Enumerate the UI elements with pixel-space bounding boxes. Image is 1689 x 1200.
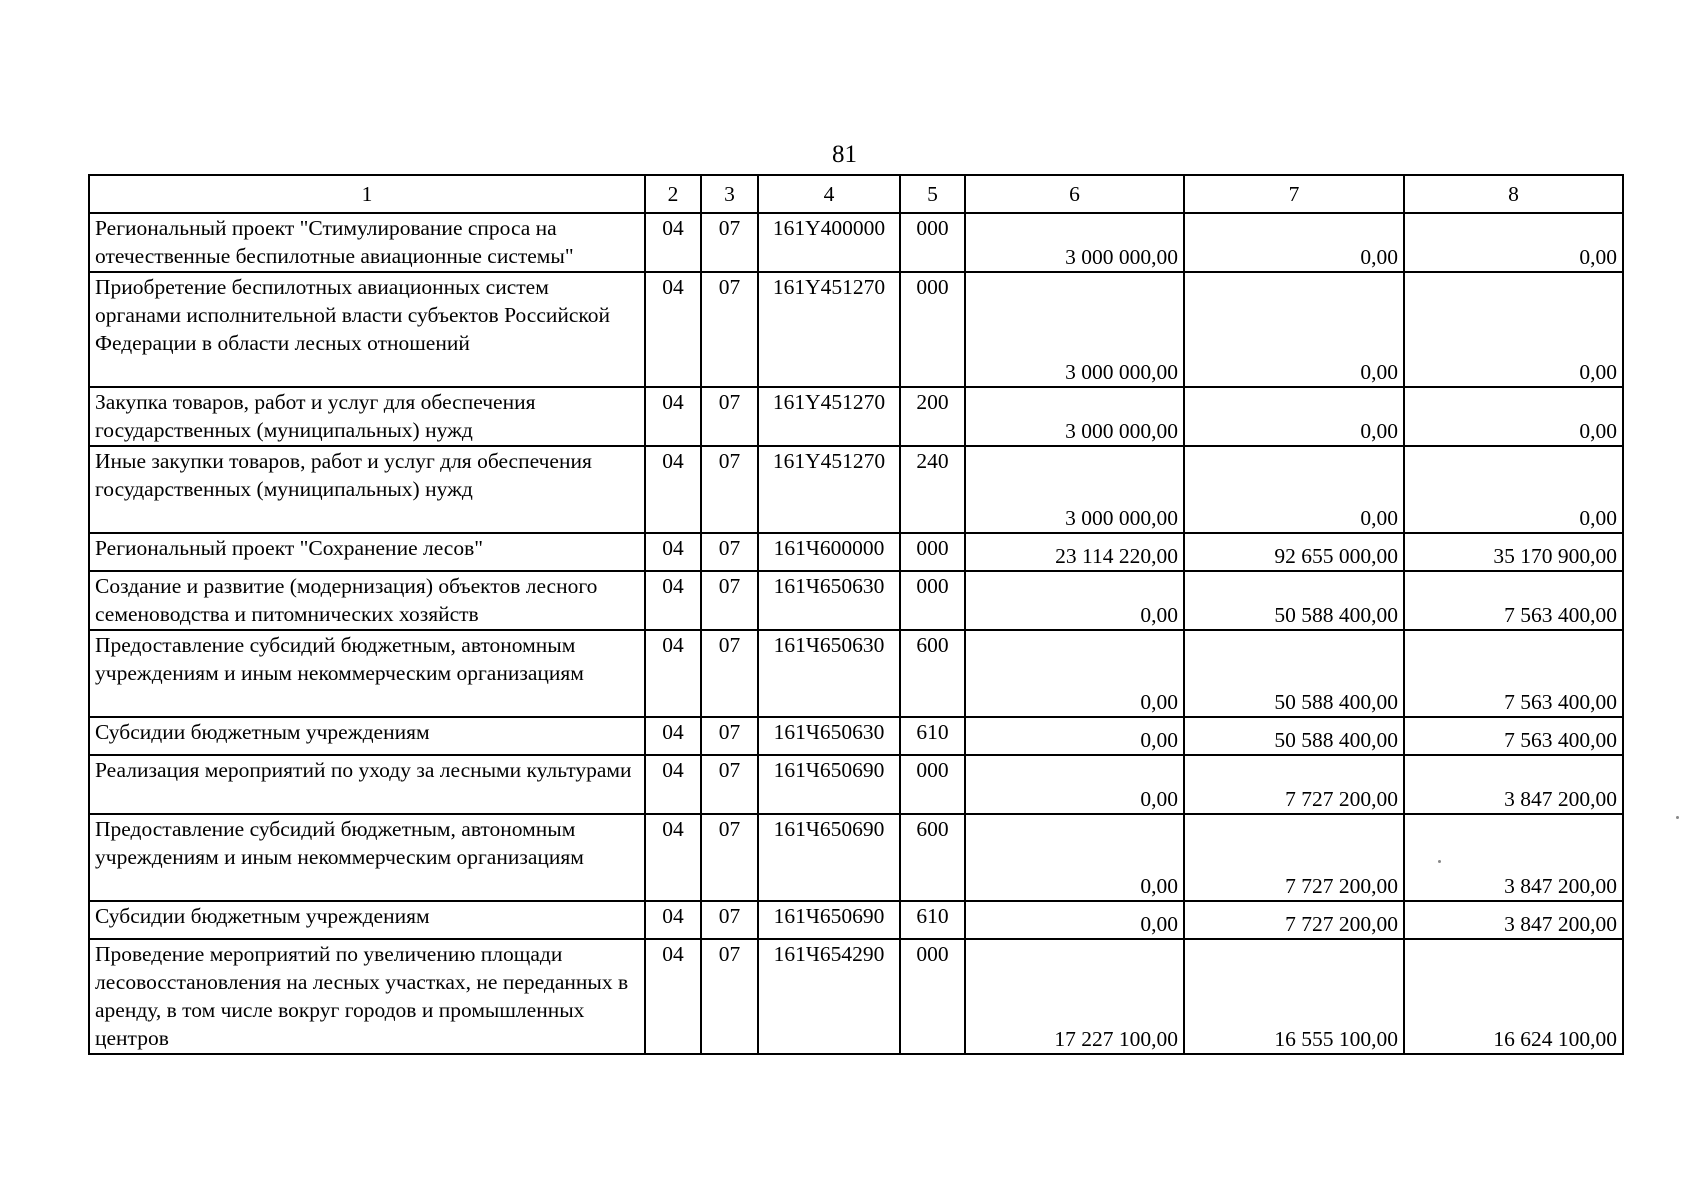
subsection-code: 07 [701,272,758,387]
row-name: Субсидии бюджетным учреждениям [89,717,645,755]
amount-col-7: 50 588 400,00 [1184,571,1404,630]
row-name: Реализация мероприятий по уходу за лесными культурами [89,755,645,814]
subsection-code: 07 [701,533,758,571]
expense-type-code: 000 [900,213,965,272]
amount-col-6: 17 227 100,00 [965,939,1184,1054]
section-code: 04 [645,755,701,814]
subsection-code: 07 [701,814,758,901]
expense-type-code: 000 [900,939,965,1054]
table-row [89,213,1623,272]
subsection-code: 07 [701,213,758,272]
amount-col-8: 7 563 400,00 [1404,717,1623,755]
expense-type-code: 200 [900,387,965,446]
subsection-code: 07 [701,939,758,1054]
table-row [89,571,1623,630]
amount-col-7: 16 555 100,00 [1184,939,1404,1054]
target-article-code: 161Ч600000 [758,533,900,571]
scan-speck [1438,860,1441,863]
amount-col-8: 35 170 900,00 [1404,533,1623,571]
amount-col-8: 0,00 [1404,446,1623,533]
target-article-code: 161Ч650630 [758,630,900,717]
amount-col-7: 50 588 400,00 [1184,717,1404,755]
row-name: Предоставление субсидий бюджетным, автономным учреждениям и иным некоммерческим организациям [89,814,645,901]
amount-col-7: 0,00 [1184,446,1404,533]
page-number: 81 [832,141,857,168]
target-article-code: 161Y451270 [758,387,900,446]
target-article-code: 161Ч650630 [758,571,900,630]
subsection-code: 07 [701,446,758,533]
subsection-code: 07 [701,571,758,630]
amount-col-8: 16 624 100,00 [1404,939,1623,1054]
subsection-code: 07 [701,755,758,814]
section-code: 04 [645,387,701,446]
table-row [89,387,1623,446]
target-article-code: 161Y451270 [758,446,900,533]
table-row [89,755,1623,814]
amount-col-7: 0,00 [1184,213,1404,272]
amount-col-8: 3 847 200,00 [1404,814,1623,901]
subsection-code: 07 [701,387,758,446]
amount-col-7: 7 727 200,00 [1184,901,1404,939]
target-article-code: 161Ч650630 [758,717,900,755]
target-article-code: 161Ч650690 [758,901,900,939]
expense-type-code: 610 [900,901,965,939]
target-article-code: 161Y451270 [758,272,900,387]
expense-type-code: 000 [900,755,965,814]
expense-type-code: 000 [900,571,965,630]
row-name: Иные закупки товаров, работ и услуг для обеспечения государственных (муниципальных) нужд [89,446,645,533]
expense-type-code: 000 [900,272,965,387]
section-code: 04 [645,446,701,533]
subsection-code: 07 [701,630,758,717]
section-code: 04 [645,213,701,272]
amount-col-8: 0,00 [1404,387,1623,446]
table-row [89,446,1623,533]
table-row [89,630,1623,717]
column-header: 8 [1404,175,1623,213]
subsection-code: 07 [701,717,758,755]
column-header: 1 [89,175,645,213]
amount-col-6: 0,00 [965,814,1184,901]
amount-col-6: 3 000 000,00 [965,213,1184,272]
section-code: 04 [645,272,701,387]
target-article-code: 161Ч650690 [758,755,900,814]
row-name: Региональный проект "Сохранение лесов" [89,533,645,571]
amount-col-7: 50 588 400,00 [1184,630,1404,717]
table-row [89,939,1623,1054]
expense-type-code: 600 [900,630,965,717]
section-code: 04 [645,630,701,717]
row-name: Субсидии бюджетным учреждениям [89,901,645,939]
table-row [89,814,1623,901]
table-row [89,901,1623,939]
column-header: 4 [758,175,900,213]
amount-col-6: 3 000 000,00 [965,446,1184,533]
amount-col-8: 0,00 [1404,272,1623,387]
column-header: 2 [645,175,701,213]
section-code: 04 [645,571,701,630]
amount-col-8: 7 563 400,00 [1404,571,1623,630]
target-article-code: 161Ч654290 [758,939,900,1054]
budget-table [88,174,1624,1055]
table-row [89,533,1623,571]
amount-col-6: 23 114 220,00 [965,533,1184,571]
section-code: 04 [645,533,701,571]
column-header: 6 [965,175,1184,213]
expense-type-code: 000 [900,533,965,571]
row-name: Закупка товаров, работ и услуг для обеспечения государственных (муниципальных) нужд [89,387,645,446]
section-code: 04 [645,814,701,901]
row-name: Региональный проект "Стимулирование спроса на отечественные беспилотные авиационные системы" [89,213,645,272]
amount-col-7: 0,00 [1184,272,1404,387]
expense-type-code: 610 [900,717,965,755]
target-article-code: 161Y400000 [758,213,900,272]
expense-type-code: 600 [900,814,965,901]
section-code: 04 [645,717,701,755]
amount-col-8: 7 563 400,00 [1404,630,1623,717]
amount-col-6: 0,00 [965,901,1184,939]
table-row [89,717,1623,755]
amount-col-7: 92 655 000,00 [1184,533,1404,571]
column-number-row [89,175,1623,213]
amount-col-6: 3 000 000,00 [965,387,1184,446]
amount-col-7: 7 727 200,00 [1184,755,1404,814]
column-header: 3 [701,175,758,213]
amount-col-8: 3 847 200,00 [1404,901,1623,939]
subsection-code: 07 [701,901,758,939]
amount-col-7: 0,00 [1184,387,1404,446]
amount-col-8: 3 847 200,00 [1404,755,1623,814]
amount-col-6: 0,00 [965,630,1184,717]
column-header: 7 [1184,175,1404,213]
section-code: 04 [645,901,701,939]
expense-type-code: 240 [900,446,965,533]
scan-speck [1676,816,1679,819]
row-name: Проведение мероприятий по увеличению площади лесовосстановления на лесных участках, не переданных в аренду, в том числе вокруг городов и промышленных центров [89,939,645,1054]
row-name: Приобретение беспилотных авиационных систем органами исполнительной власти субъектов Российской Федерации в области лесных отношений [89,272,645,387]
column-header: 5 [900,175,965,213]
row-name: Создание и развитие (модернизация) объектов лесного семеноводства и питомнических хозяйств [89,571,645,630]
amount-col-7: 7 727 200,00 [1184,814,1404,901]
amount-col-6: 0,00 [965,755,1184,814]
amount-col-8: 0,00 [1404,213,1623,272]
section-code: 04 [645,939,701,1054]
amount-col-6: 3 000 000,00 [965,272,1184,387]
table-row [89,272,1623,387]
amount-col-6: 0,00 [965,717,1184,755]
row-name: Предоставление субсидий бюджетным, автономным учреждениям и иным некоммерческим организациям [89,630,645,717]
amount-col-6: 0,00 [965,571,1184,630]
target-article-code: 161Ч650690 [758,814,900,901]
